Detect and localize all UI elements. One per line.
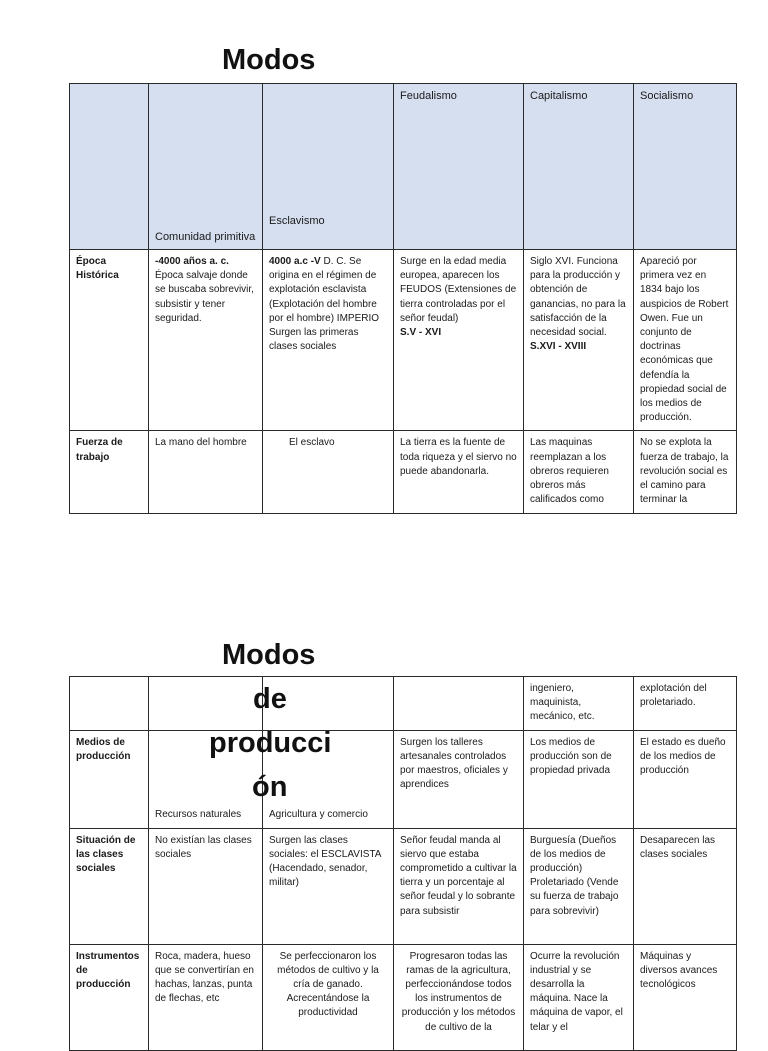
cell-fuerza-capitalismo: Las maquinas reemplazan a los obreros requieren obreros más calificados como: [524, 431, 634, 514]
cell-instrumentos-feudalismo: Progresaron todas las ramas de la agricultura, perfeccionándose todos los instrumentos de producción y los métodos de cultivo de la: [394, 944, 524, 1050]
table-row: [70, 250, 737, 431]
page-title-line: de: [253, 683, 287, 715]
table-row: [70, 677, 737, 731]
modes-table-2: [69, 676, 737, 1051]
cell-medios-capitalismo: Los medios de producción son de propiedad privada: [524, 730, 634, 828]
cell-text: D. C. Se origina en el régimen de explotación esclavista (Explotación del hombre por el hombre) IMPERIO Surgen las primeras clases sociales: [269, 256, 380, 353]
cell-instrumentos-comunidad: Roca, madera, hueso que se convertirían en hachas, lanzas, punta de flechas, etc: [149, 944, 263, 1050]
cell-situacion-esclavismo: Surgen las clases sociales: el ESCLAVISTA (Hacendado, senador, militar): [263, 828, 394, 944]
period-label: -4000 años a. c.: [155, 256, 229, 267]
row-label-fuerza: Fuerza de trabajo: [70, 431, 149, 514]
cell-situacion-comunidad: No existían las clases sociales: [149, 828, 263, 944]
header-comunidad: Comunidad primitiva: [149, 84, 263, 250]
header-empty: [70, 84, 149, 250]
row-label-instrumentos: Instrumentos de producción: [70, 944, 149, 1050]
row-label-medios: Medios de producción: [70, 730, 149, 828]
cell-epoca-feudalismo: [394, 250, 524, 431]
period-label: S.XVI - XVIII: [530, 341, 587, 353]
cell-instrumentos-socialismo: Máquinas y diversos avances tecnológicos: [634, 944, 737, 1050]
header-row: [70, 84, 737, 250]
cell-fuerza-esclavismo: El esclavo: [263, 431, 394, 514]
header-socialismo: Socialismo: [634, 84, 737, 250]
cell-medios-feudalismo: Surgen los talleres artesanales controlados por maestros, oficiales y aprendices: [394, 730, 524, 828]
period-label: S.V - XVI: [400, 327, 442, 339]
page-title-line: Modos: [222, 639, 316, 671]
cell-text: Siglo XVI. Funciona para la producción y obtención de ganancias, no para la satisfacción de la necesidad social.: [530, 256, 626, 339]
cell-empty: [70, 677, 149, 731]
cell-fuerza-feudalismo: La tierra es la fuente de toda riqueza y el siervo no puede abandonarla.: [394, 431, 524, 514]
page-title-line: producci: [209, 727, 332, 759]
page-title: Modos: [222, 44, 316, 76]
cell-empty: [149, 677, 263, 731]
table-row: [70, 431, 737, 514]
cell-epoca-capitalismo: [524, 250, 634, 431]
cell-fuerza-socialismo: No se explota la fuerza de trabajo, la revolución social es el camino para terminar la: [634, 431, 737, 514]
cell-situacion-feudalismo: Señor feudal manda al siervo que estaba comprometido a cultivar la tierra y un porcentaje al señor feudal y lo sobrante para subsistir: [394, 828, 524, 944]
cell-instrumentos-esclavismo: Se perfeccionaron los métodos de cultivo y la cría de ganado. Acrecentándose la productividad: [263, 944, 394, 1050]
cell-situacion-capitalismo: Burguesía (Dueños de los medios de producción) Proletariado (Vende su fuerza de trabajo para sobrevivir): [524, 828, 634, 944]
header-esclavismo: Esclavismo: [263, 84, 394, 250]
header-feudalismo: Feudalismo: [394, 84, 524, 250]
cell-epoca-comunidad: [149, 250, 263, 431]
cell-situacion-socialismo: Desaparecen las clases sociales: [634, 828, 737, 944]
cell-instrumentos-capitalismo: Ocurre la revolución industrial y se desarrolla la máquina. Nace la máquina de vapor, el telar y el: [524, 944, 634, 1050]
cell-text: Época salvaje donde se buscaba sobrevivir, subsistir y tener seguridad.: [155, 270, 254, 324]
cell-fuerza-comunidad: La mano del hombre: [149, 431, 263, 514]
period-label: 4000 a.c -V: [269, 256, 321, 267]
cell-epoca-esclavismo: [263, 250, 394, 431]
table-row: [70, 730, 737, 828]
row-label-situacion: Situación de las clases sociales: [70, 828, 149, 944]
cell-epoca-socialismo: Apareció por primera vez en 1834 bajo los auspicios de Robert Owen. Fue un conjunto de doctrinas económicas que defendía la propiedad social de los medios de producción.: [634, 250, 737, 431]
table-row: [70, 944, 737, 1050]
cell-continuation-capitalismo: ingeniero, maquinista, mecánico, etc.: [524, 677, 634, 731]
modes-table-1: [69, 83, 737, 514]
table-row: [70, 828, 737, 944]
cell-medios-socialismo: El estado es dueño de los medios de producción: [634, 730, 737, 828]
cell-continuation-socialismo: explotación del proletariado.: [634, 677, 737, 731]
page-title-line: ón: [252, 771, 288, 803]
cell-empty: [394, 677, 524, 731]
cell-medios-comunidad: Recursos naturales: [149, 730, 263, 828]
header-capitalismo: Capitalismo: [524, 84, 634, 250]
row-label-epoca: Época Histórica: [70, 250, 149, 431]
cell-medios-esclavismo: Agricultura y comercio: [263, 730, 394, 828]
cell-text: Surge en la edad media europea, aparecen los FEUDOS (Extensiones de tierra controladas por el señor feudal): [400, 256, 517, 324]
